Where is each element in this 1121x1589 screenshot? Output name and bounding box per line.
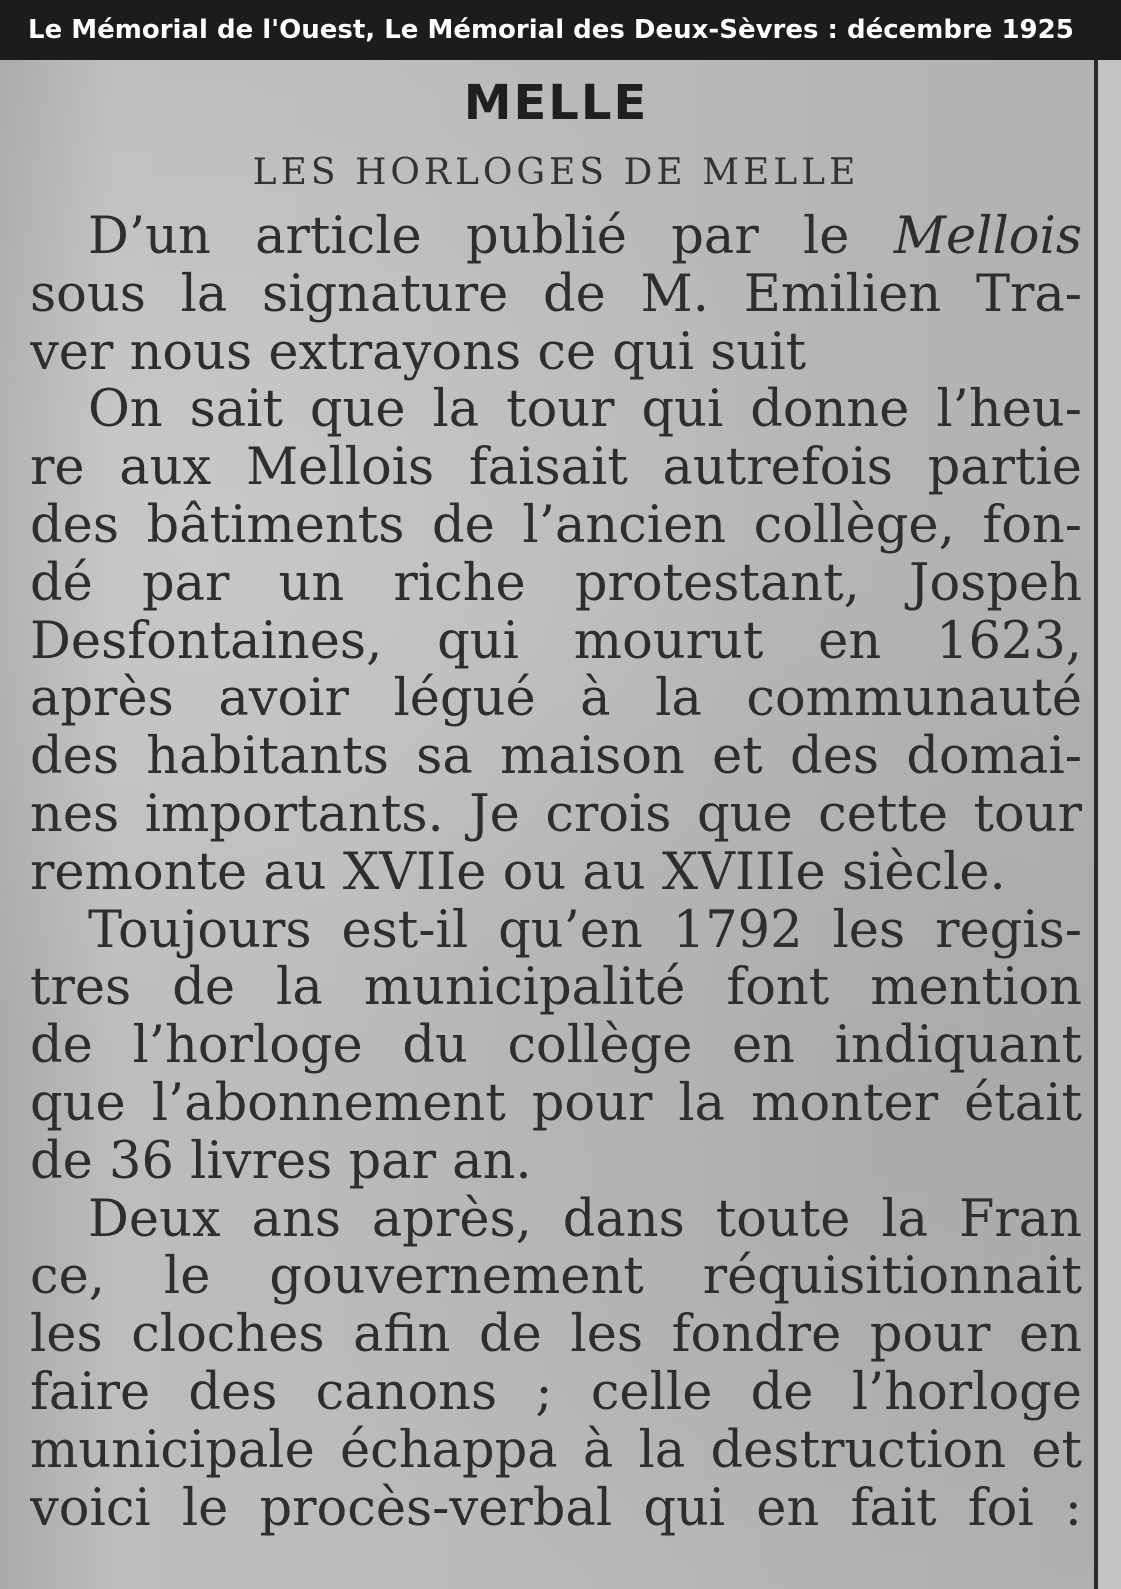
article-line-text: de 36 livres par an. (30, 1132, 532, 1191)
article-line (30, 1075, 1082, 1133)
article-line (30, 497, 1082, 555)
page-edge (1098, 60, 1121, 1589)
article-line (30, 728, 1082, 786)
article-line (30, 1133, 1082, 1191)
article-line-text: remonte au XVIIe ou au XVIIIe siècle. (30, 843, 1006, 902)
article-line (30, 1480, 1082, 1538)
article-line (30, 324, 1082, 382)
article-line (30, 670, 1082, 728)
section-heading: MELLE (463, 75, 649, 131)
article-line (30, 266, 1082, 324)
article-line (30, 381, 1082, 439)
article-line-text: après avoir légué à la communauté (30, 670, 1082, 729)
window-title: Le Mémorial de l'Ouest, Le Mémorial des Deux-Sèvres : décembre 1925 (0, 0, 1121, 60)
article-line (30, 1017, 1082, 1075)
article-line-text: ver nous extrayons ce qui suit (30, 323, 807, 382)
article-line-text: re aux Mellois faisait autrefois partie (30, 439, 1082, 497)
article-line (30, 786, 1082, 844)
article-line-text: tres de la municipalité font mention (30, 959, 1082, 1018)
article-line-text: des bâtiments de l’ancien collège, fon- (30, 496, 1082, 555)
article-line-text: Desfontaines, qui mourut en 1623, (30, 612, 1082, 671)
scanned-newspaper-page (0, 60, 1121, 1589)
article-line-text: voici le procès-verbal qui en fait foi : (30, 1479, 1082, 1538)
article-line (30, 959, 1082, 1017)
article-line-text: Deux ans après, dans toute la Fran (88, 1190, 1082, 1249)
article-line-text: sous la signature de M. Emilien Tra- (30, 265, 1082, 324)
article-line-text: faire des canons ; celle de l’horloge (30, 1363, 1082, 1422)
article-line (30, 208, 1082, 266)
article-line-text: Toujours est-il qu’en 1792 les regis- (88, 901, 1082, 960)
article-line-text: On sait que la tour qui donne l’heu- (88, 381, 1082, 440)
article-line-text: que l’abonnement pour la monter était (30, 1074, 1082, 1133)
article-line (30, 844, 1082, 902)
article-line (30, 613, 1082, 671)
article-line-text: les cloches afin de les fondre pour en (30, 1306, 1082, 1364)
article-line (30, 1248, 1082, 1306)
article-line-text: ce, le gouvernement réquisitionnait (30, 1248, 1082, 1307)
article-line (30, 902, 1082, 960)
article-line (30, 1191, 1082, 1249)
article-line (30, 1364, 1082, 1422)
article-line-text: dé par un riche protestant, Jospeh (30, 554, 1082, 613)
article-line-text: de l’horloge du collège en indiquant (30, 1017, 1082, 1075)
article-line (30, 439, 1082, 497)
article-headline: LES HORLOGES DE MELLE (252, 152, 860, 193)
article-line-text: nes importants. Je crois que cette tour (30, 785, 1082, 844)
article-line-text: des habitants sa maison et des domai- (30, 728, 1082, 786)
newspaper-name-italic: Mellois (893, 208, 1082, 266)
article-line (30, 555, 1082, 613)
article-line-text: municipale échappa à la destruction et (30, 1421, 1082, 1480)
article-line (30, 1306, 1082, 1364)
article-body (30, 208, 1082, 1537)
article-column (30, 60, 1082, 1537)
article-line (30, 1422, 1082, 1480)
article-line-text: D’un article publié par le (88, 208, 894, 266)
